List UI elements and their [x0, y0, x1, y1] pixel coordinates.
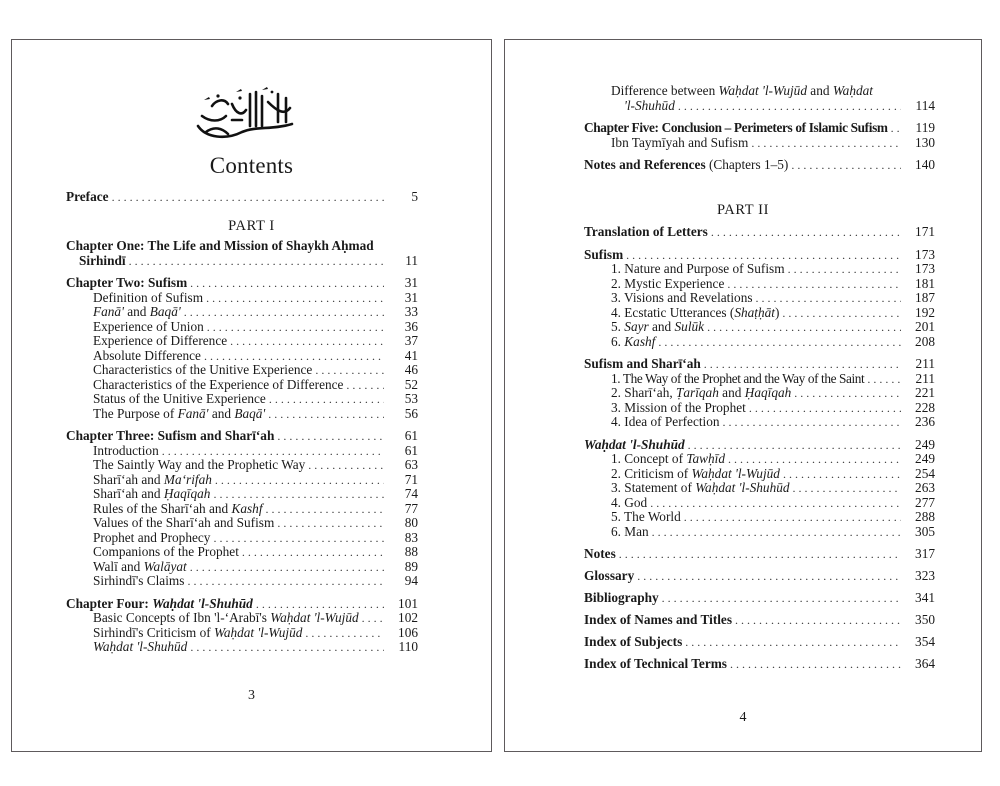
toc-entry-chapter-two[interactable]	[66, 276, 418, 291]
entry-page: 171	[915, 224, 935, 239]
dot-leader	[684, 510, 901, 525]
dot-leader	[213, 531, 384, 546]
dot-leader	[704, 357, 901, 372]
entry-page: 106	[398, 624, 418, 640]
entry-page: 173	[915, 261, 935, 276]
page-title: Contents	[209, 153, 294, 178]
entry-page: 187	[915, 290, 935, 305]
entry-label: Translation of Letters	[584, 225, 711, 240]
entry-page: 140	[915, 157, 935, 172]
entry-label: 1. Nature and Purpose of Sufism	[611, 262, 788, 277]
entry-page: 211	[915, 356, 935, 371]
entry-page: 31	[404, 289, 418, 305]
entry-page: 61	[404, 442, 418, 458]
entry-label: Definition of Sufism	[93, 291, 206, 306]
toc-entry[interactable]	[584, 496, 935, 511]
dot-leader	[112, 190, 384, 205]
toc-entry[interactable]	[66, 378, 418, 393]
entry-label: Chapter Three: Sufism and Sharī‘ah	[66, 429, 277, 444]
entry-label: 1. Concept of Tawḥīd	[611, 452, 728, 467]
toc-entry-chapter-one-line2[interactable]	[66, 254, 418, 269]
toc-entry-chapter-one-line1[interactable]	[66, 239, 418, 254]
entry-label: Preface	[66, 190, 112, 205]
toc-entry[interactable]	[584, 372, 935, 387]
entry-label: Prophet and Prophecy	[93, 531, 213, 546]
dot-leader	[751, 136, 901, 151]
toc-entry-notes[interactable]	[584, 547, 935, 562]
entry-page: 208	[915, 333, 935, 349]
entry-label: Index of Technical Terms	[584, 657, 730, 672]
entry-page: 63	[404, 457, 418, 472]
dot-leader	[184, 305, 384, 320]
entry-page: 33	[404, 304, 418, 319]
entry-label: Experience of Union	[93, 320, 207, 335]
toc-entry[interactable]	[584, 277, 935, 292]
dot-leader	[791, 158, 901, 173]
entry-label: 6. Man	[611, 525, 652, 540]
toc-entry[interactable]	[66, 305, 418, 320]
entry-label: 4. God	[611, 496, 650, 511]
entry-label: Sufism and Sharī‘ah	[584, 357, 704, 372]
toc-entry[interactable]	[66, 458, 418, 473]
toc-entry[interactable]	[584, 306, 935, 321]
dot-leader	[129, 254, 384, 269]
entry-label: Sharī‘ah and Ma‘rifah	[93, 473, 215, 488]
entry-label: Chapter One: The Life and Mission of Shaykh Aḥmad	[66, 239, 377, 254]
toc-entry[interactable]	[584, 452, 935, 467]
dot-leader	[782, 306, 901, 321]
entry-page: 89	[404, 558, 418, 574]
entry-page: 221	[915, 385, 935, 400]
toc-entry[interactable]	[584, 291, 935, 306]
toc-entry-bibliography[interactable]	[584, 591, 935, 606]
dot-leader	[190, 640, 384, 655]
entry-page: 173	[915, 246, 935, 262]
toc-entry[interactable]	[66, 473, 418, 488]
dot-leader	[308, 458, 384, 473]
page-number: 4	[739, 710, 747, 725]
entry-label: Basic Concepts of Ibn 'l-‘Arabī's Waḥdat 'l-Wujūd	[93, 611, 362, 626]
entry-label: Index of Names and Titles	[584, 613, 735, 628]
entry-label: Sirhindī	[79, 254, 129, 269]
entry-label: Rules of the Sharī‘ah and Kashf	[93, 502, 266, 517]
toc-entry-difference-line2[interactable]	[584, 99, 935, 114]
entry-label: 5. Sayr and Sulūk	[611, 320, 707, 335]
entry-page: 317	[915, 546, 935, 561]
entry-page: 254	[915, 465, 935, 481]
entry-page: 102	[398, 610, 418, 625]
dot-leader	[723, 415, 901, 430]
entry-page: 119	[915, 120, 935, 135]
entry-page: 37	[404, 333, 418, 348]
dot-leader	[315, 363, 384, 378]
dot-leader	[730, 657, 901, 672]
entry-page: 56	[404, 405, 418, 421]
dot-leader	[206, 291, 384, 306]
entry-page: 94	[404, 573, 418, 588]
entry-page: 5	[411, 189, 418, 204]
entry-label: Status of the Unitive Experience	[93, 392, 269, 407]
entry-label: Difference between Waḥdat 'l-Wujūd and Waḥdat	[611, 84, 876, 99]
dot-leader	[277, 429, 384, 444]
entry-page: 323	[915, 568, 935, 583]
dot-leader	[783, 467, 901, 482]
toc-entry[interactable]	[66, 574, 418, 589]
entry-label: Values of the Sharī‘ah and Sufism	[93, 516, 277, 531]
dot-leader	[207, 320, 384, 335]
entry-label: 5. The World	[611, 510, 684, 525]
toc-entry-notes-references[interactable]	[584, 158, 935, 173]
toc-entry-index-technical[interactable]	[584, 657, 935, 672]
toc-entry[interactable]	[584, 525, 935, 540]
entry-label: 4. Idea of Perfection	[611, 415, 723, 430]
part-heading: PART I	[228, 218, 275, 234]
entry-page: 88	[404, 544, 418, 559]
toc-entry[interactable]	[584, 320, 935, 335]
entry-label: The Purpose of Fanā' and Baqā'	[93, 407, 268, 422]
basmala-calligraphy-icon	[192, 86, 302, 144]
entry-label: Glossary	[584, 569, 637, 584]
toc-entry[interactable]	[66, 334, 418, 349]
entry-page: 201	[915, 319, 935, 334]
entry-page: 354	[915, 634, 935, 649]
toc-entry[interactable]	[66, 531, 418, 546]
dot-leader	[749, 401, 901, 416]
dot-leader	[794, 386, 901, 401]
toc-entry[interactable]	[66, 444, 418, 459]
dot-leader	[215, 473, 384, 488]
entry-label: Sufism	[584, 248, 626, 263]
entry-page: 71	[404, 471, 418, 487]
dot-leader	[190, 276, 384, 291]
dot-leader	[256, 597, 384, 612]
dot-leader	[230, 334, 384, 349]
entry-page: 11	[405, 252, 418, 268]
entry-page: 277	[915, 494, 935, 510]
toc-entry-index-names[interactable]	[584, 613, 935, 628]
entry-label: The Saintly Way and the Prophetic Way	[93, 458, 308, 473]
entry-page: 350	[915, 612, 935, 627]
dot-leader	[213, 487, 384, 502]
toc-entry[interactable]	[66, 560, 418, 575]
entry-page: 36	[404, 318, 418, 334]
dot-leader	[242, 545, 384, 560]
dot-leader	[688, 438, 901, 453]
toc-entry-index-subjects[interactable]	[584, 635, 935, 650]
dot-leader	[652, 525, 901, 540]
toc-entry[interactable]	[66, 320, 418, 335]
entry-label: Waḥdat 'l-Shuhūd	[93, 640, 190, 655]
dot-leader	[346, 378, 384, 393]
toc-entry[interactable]	[584, 386, 935, 401]
dot-leader	[891, 121, 901, 136]
toc-entry[interactable]	[584, 510, 935, 525]
toc-entry[interactable]	[66, 392, 418, 407]
toc-part-two	[584, 225, 935, 672]
toc-entry-preface[interactable]	[66, 190, 418, 205]
entry-page: 114	[915, 97, 935, 113]
entry-page: 192	[915, 304, 935, 320]
entry-page: 101	[398, 595, 418, 611]
entry-label: Notes	[584, 547, 619, 562]
toc-entry-chapter-four[interactable]	[66, 597, 418, 612]
entry-label: 2. Criticism of Waḥdat 'l-Wujūd	[611, 467, 783, 482]
toc-entry[interactable]	[584, 415, 935, 430]
entry-page: 228	[915, 399, 935, 415]
toc-part-one	[66, 239, 418, 655]
entry-page: 305	[915, 523, 935, 539]
toc-preface-block	[66, 190, 418, 205]
entry-label: 4. Ecstatic Utterances (Shaṭḥāt)	[611, 306, 782, 321]
entry-label: Absolute Difference	[93, 349, 204, 364]
entry-page: 211	[915, 370, 935, 386]
dot-leader	[268, 407, 384, 422]
entry-page: 110	[398, 639, 418, 654]
entry-label: Fanā' and Baqā'	[93, 305, 184, 320]
page-number: 3	[248, 688, 255, 703]
toc-entry[interactable]	[66, 502, 418, 517]
entry-page: 31	[404, 275, 418, 290]
right-page	[504, 39, 982, 752]
dot-leader	[658, 335, 901, 350]
toc-continued	[584, 84, 935, 173]
entry-label: 2. Mystic Experience	[611, 277, 727, 292]
entry-label: Experience of Difference	[93, 334, 230, 349]
entry-page: 53	[404, 391, 418, 406]
entry-page: 130	[915, 134, 935, 150]
entry-label: Chapter Four: Waḥdat 'l-Shuhūd	[66, 597, 256, 612]
toc-entry[interactable]	[584, 481, 935, 496]
toc-entry[interactable]	[584, 467, 935, 482]
toc-entry[interactable]	[66, 291, 418, 306]
dot-leader	[305, 626, 384, 641]
dot-leader	[756, 291, 901, 306]
entry-page: 61	[404, 428, 418, 443]
toc-entry[interactable]	[66, 640, 418, 655]
entry-label: Bibliography	[584, 591, 662, 606]
dot-leader	[187, 574, 384, 589]
entry-page: 181	[915, 275, 935, 291]
entry-label: Sirhindī's Criticism of Waḥdat 'l-Wujūd	[93, 626, 305, 641]
toc-entry[interactable]	[66, 363, 418, 378]
entry-label: Companions of the Prophet	[93, 545, 242, 560]
entry-label: Ibn Taymīyah and Sufism	[611, 136, 751, 151]
dot-leader	[728, 452, 901, 467]
entry-label: Introduction	[93, 444, 162, 459]
entry-page: 80	[404, 515, 418, 530]
dot-leader	[362, 611, 384, 626]
entry-page: 364	[915, 656, 935, 671]
entry-label: Walī and Walāyat	[93, 560, 190, 575]
toc-entry-wahdat[interactable]	[584, 438, 935, 453]
entry-label: Waḥdat 'l-Shuhūd	[584, 438, 688, 453]
entry-page: 77	[404, 500, 418, 516]
dot-leader	[637, 569, 901, 584]
dot-leader	[685, 635, 901, 650]
dot-leader	[867, 372, 901, 387]
entry-label: 3. Statement of Waḥdat 'l-Shuhūd	[611, 481, 793, 496]
left-page	[11, 39, 492, 752]
toc-entry-difference-line1[interactable]	[584, 84, 935, 99]
dot-leader	[626, 248, 901, 263]
dot-leader	[190, 560, 384, 575]
toc-entry-chapter-three[interactable]	[66, 429, 418, 444]
dot-leader	[711, 225, 901, 240]
entry-page: 52	[404, 376, 418, 392]
toc-entry[interactable]	[66, 611, 418, 626]
entry-page: 341	[915, 590, 935, 605]
entry-label: Sirhindī's Claims	[93, 574, 187, 589]
entry-page: 46	[404, 362, 418, 377]
toc-entry[interactable]	[66, 516, 418, 531]
entry-label: Characteristics of the Unitive Experience	[93, 363, 315, 378]
dot-leader	[678, 99, 901, 114]
toc-entry[interactable]	[66, 349, 418, 364]
toc-entry[interactable]	[584, 136, 935, 151]
entry-label: Notes and References (Chapters 1–5)	[584, 158, 791, 173]
toc-entry[interactable]	[66, 407, 418, 422]
entry-page: 249	[915, 451, 935, 466]
entry-page: 41	[404, 347, 418, 363]
entry-page: 236	[915, 414, 935, 429]
dot-leader	[204, 349, 384, 364]
toc-entry-sufism-shariah[interactable]	[584, 357, 935, 372]
dot-leader	[269, 392, 384, 407]
dot-leader	[650, 496, 901, 511]
dot-leader	[793, 481, 901, 496]
entry-label: 2. Sharī‘ah, Ṭarīqah and Ḥaqīqah	[611, 386, 794, 401]
dot-leader	[266, 502, 384, 517]
toc-entry[interactable]	[66, 487, 418, 502]
toc-entry-chapter-five[interactable]	[584, 121, 935, 136]
entry-label: Chapter Five: Conclusion – Perimeters of Islamic Sufism	[584, 121, 891, 136]
entry-label: 1. The Way of the Prophet and the Way of the Saint	[611, 372, 867, 387]
toc-entry-sufism[interactable]	[584, 248, 935, 263]
toc-entry[interactable]	[584, 262, 935, 277]
dot-leader	[162, 444, 384, 459]
toc-entry-translation[interactable]	[584, 225, 935, 240]
entry-label: 6. Kashf	[611, 335, 658, 350]
toc-entry[interactable]	[66, 545, 418, 560]
dot-leader	[619, 547, 901, 562]
entry-label: 'l-Shuhūd	[624, 99, 678, 114]
dot-leader	[707, 320, 901, 335]
toc-entry-glossary[interactable]	[584, 569, 935, 584]
entry-page: 74	[404, 486, 418, 501]
entry-page: 263	[915, 480, 935, 495]
entry-label: Sharī‘ah and Ḥaqīqah	[93, 487, 213, 502]
dot-leader	[727, 277, 901, 292]
dot-leader	[788, 262, 901, 277]
toc-entry[interactable]	[584, 401, 935, 416]
entry-page: 83	[404, 529, 418, 545]
entry-label: Chapter Two: Sufism	[66, 276, 190, 291]
entry-label: Characteristics of the Experience of Difference	[93, 378, 346, 393]
dot-leader	[277, 516, 384, 531]
toc-entry[interactable]	[66, 626, 418, 641]
entry-page: 249	[915, 436, 935, 452]
entry-label: Index of Subjects	[584, 635, 685, 650]
entry-label: 3. Mission of the Prophet	[611, 401, 749, 416]
part-heading: PART II	[716, 202, 770, 218]
toc-entry[interactable]	[584, 335, 935, 350]
entry-page: 288	[915, 509, 935, 524]
dot-leader	[735, 613, 901, 628]
dot-leader	[662, 591, 901, 606]
entry-label: 3. Visions and Revelations	[611, 291, 756, 306]
